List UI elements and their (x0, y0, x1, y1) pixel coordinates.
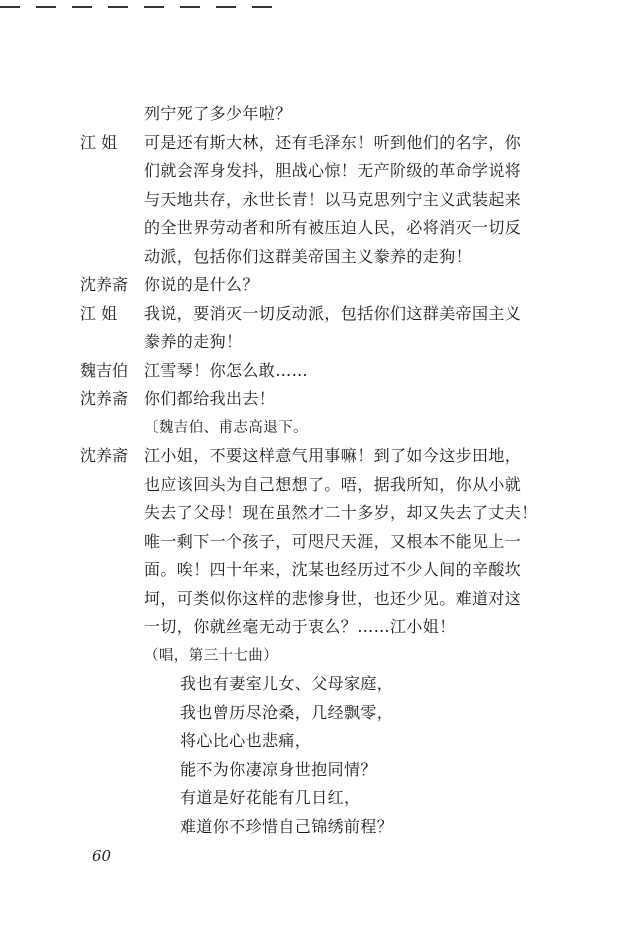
lyric-line: 难道你不珍惜自己锦绣前程？ (180, 816, 394, 836)
dialogue-line: 我说，要消灭一切反动派，包括你们这群美帝国主义 (144, 303, 522, 323)
rule-dash (36, 6, 56, 8)
dialogue-line: 坷，可类似你这样的悲惨身世，也还少见。难道对这 (144, 588, 522, 608)
script-page (80, 100, 560, 841)
lyric-line: 将心比心也悲痛， (180, 731, 312, 750)
dialogue-block (80, 357, 560, 386)
dialogue-line: 一切，你就丝毫无动于衷么？……江小姐！ (144, 617, 456, 636)
lyric-line: 有道是好花能有几日红， (180, 788, 361, 807)
dialogue-line: 唯一剩下一个孩子，可咫尺天涯，又根本不能见上一 (144, 531, 522, 551)
speaker-name: 沈养斋 (80, 275, 129, 294)
speech (144, 271, 560, 300)
dialogue-line: 也应该回头为自己想想了。唔，据我所知，你从小就 (144, 474, 522, 494)
stage-direction: 〔魏吉伯、甫志高退下。 (144, 419, 308, 436)
dialogue-line: 的全世界劳动者和所有被压迫人民，必将消灭一切反 (144, 218, 522, 237)
dialogue-block (80, 271, 560, 300)
speech (144, 357, 560, 386)
lyric-line: 我也有妻室儿女、父母家庭， (180, 674, 394, 693)
speech (144, 442, 560, 642)
dialogue-line: 动派，包括你们这群美帝国主义豢养的走狗！ (144, 246, 473, 266)
rule-dash (180, 6, 200, 8)
dialogue-line: 列宁死了多少年啦？ (144, 104, 292, 123)
speech (144, 385, 560, 414)
dialogue-line: 你们都给我出去！ (144, 389, 276, 408)
dialogue-line: 们就会浑身发抖，胆战心惊！无产阶级的革命学说将 (144, 161, 522, 180)
dialogue-block (80, 129, 560, 272)
rule-dash (0, 6, 20, 8)
rule-dash (108, 6, 128, 8)
speaker-name: 魏吉伯 (80, 360, 129, 380)
dialogue-line: 江雪琴！你怎么敢…… (144, 360, 309, 380)
dialogue-line: 与天地共存，永世长青！以马克思列宁主义武装起来 (144, 189, 522, 209)
rule-dash (72, 6, 92, 8)
speaker-name: 沈养斋 (80, 389, 129, 408)
page-number: 60 (92, 847, 112, 865)
rule-dash (216, 6, 236, 8)
dialogue-block (80, 300, 560, 357)
dialogue-line: 豢养的走狗！ (144, 332, 243, 351)
dialogue-line: 面。唉！四十年来，沈某也经历过不少人间的辛酸坎 (144, 560, 522, 579)
speaker-name: 江 姐 (80, 303, 118, 323)
dialogue-block (80, 385, 560, 414)
song-cue: （唱，第三十七曲） (144, 647, 279, 664)
dialogue-line: 失去了父母！现在虽然才二十多岁，却又失去了丈夫！ (144, 503, 538, 522)
dialogue-block (80, 442, 560, 642)
lyric-line: 我也曾历尽沧桑，几经飘零， (180, 702, 394, 722)
top-dashed-rule (0, 6, 300, 10)
speaker-name: 沈养斋 (80, 446, 129, 465)
speaker-name: 江 姐 (80, 132, 118, 152)
speech (144, 300, 560, 357)
speech (144, 129, 560, 272)
dialogue-line: 可是还有斯大林，还有毛泽东！听到他们的名字，你 (144, 132, 522, 152)
rule-dash (144, 6, 164, 8)
rule-dash (252, 6, 272, 8)
lyric-line: 能不为你凄凉身世抱同情？ (180, 759, 377, 779)
dialogue-line: 江小姐，不要这样意气用事嘛！到了如今这步田地， (144, 446, 522, 465)
dialogue-line: 你说的是什么？ (144, 275, 259, 294)
